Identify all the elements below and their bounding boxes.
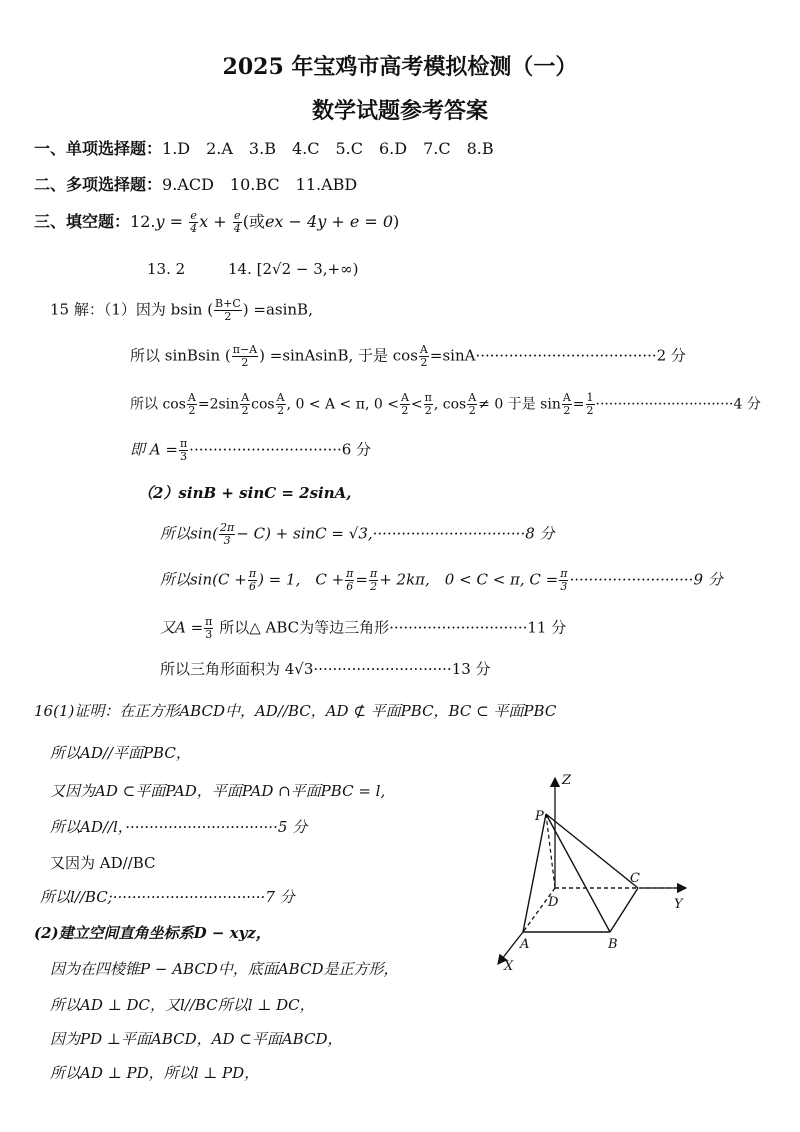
q16-line5: 又因为 AD//BC [50, 854, 156, 872]
section-label: 二、多项选择题： [34, 175, 163, 194]
score: 11 分 [527, 618, 567, 637]
q16-line7: (2)建立空间直角坐标系D − xyz， [34, 924, 271, 942]
score: 7 分 [265, 888, 295, 906]
label-b: B [608, 937, 618, 952]
q15-line8: 又A = $\frac{\pi}{3}$ 所以△ ABC为等边三角形·····························11 分 [160, 615, 567, 641]
score: 4 分 [733, 396, 761, 413]
fraction: $\frac{e}{4}$ [233, 209, 241, 235]
q15-part2: （2）sinB + sinC = 2sinA, [138, 484, 352, 502]
answer-key-title: 数学试题参考答案 [311, 98, 488, 124]
score: 6 分 [341, 440, 372, 459]
section-label: 一、单项选择题： [34, 139, 163, 158]
pyramid-figure [480, 770, 710, 980]
q15-line9: 所以三角形面积为 4√3·····························13 分 [160, 660, 491, 678]
label-y: Y [674, 897, 683, 912]
q16-line4: 所以AD//l，································5 分 [50, 818, 308, 836]
section-answers: 9.ACD 10.BC 11.ABD [162, 175, 358, 194]
score: 8 分 [525, 524, 555, 543]
q16-line6: 所以l//BC;································7 分 [40, 888, 295, 906]
fraction: $\frac{e}{4}$ [190, 209, 198, 235]
q16-line1: 16(1)证明：在正方形ABCD中，AD//BC，AD ⊄ 平面PBC，BC ⊂ 平面PBC [34, 702, 557, 720]
score: 13 分 [451, 660, 491, 678]
q16-line9: 所以AD ⊥ DC，又l//BC所以l ⊥ DC， [50, 996, 315, 1014]
q16-line2: 所以AD//平面PBC， [50, 744, 191, 762]
q15-line6: 所以sin( $\frac{2\pi}{3}$ − C) + sinC = √3,································8 分 [160, 521, 555, 547]
label-x: X [504, 959, 514, 974]
q15-line3: 所以 cos $\frac{A}{2}$ =2sin $\frac{A}{2}$ cos $\frac{A}{2}$ , 0 < A < π, 0 < $\frac{A}{2}$ < $\frac{\pi}{2}$ , cos $\frac{A}{2}$ ≠ 0 于是 sin $\frac{A}{2}$ = $\frac{1}{2}$ ·······························4 分 [130, 391, 761, 417]
label-c: C [630, 871, 640, 886]
section-single-choice [34, 138, 494, 160]
label-z: Z [562, 773, 572, 788]
score: 9 分 [693, 570, 723, 589]
q16-line3: 又因为AD ⊂平面PAD，平面PAD ∩平面PBC = l, [50, 782, 386, 800]
section-fill-blank: 三、填空题：12.y = $\frac{e}{4}$ x + $\frac{e}{4}$ (或ex − 4y + e = 0) [34, 209, 400, 235]
q16-line11: 所以AD ⊥ PD，所以l ⊥ PD， [50, 1064, 260, 1082]
label-p: P [535, 809, 544, 824]
label-a: A [520, 937, 530, 952]
section-multi-choice [34, 174, 357, 196]
answer-13: 13. 2 [147, 260, 186, 278]
section-label: 三、填空题： [34, 212, 131, 231]
q16-line8: 因为在四棱锥P − ABCD中，底面ABCD是正方形， [50, 960, 399, 978]
q15-intro: 15 解：（1）因为 bsin ( $\frac{B+C}{2}$ ) =asinB, [50, 297, 313, 323]
q15-line4: 即 A = $\frac{\pi}{3}$ ································6 分 [130, 437, 372, 463]
score: 5 分 [277, 818, 308, 836]
exam-title: 2025 年宝鸡市高考模拟检测（一） [222, 54, 578, 80]
answer-14: 14. [2√2 − 3,+∞) [228, 260, 359, 278]
q16-line10: 因为PD ⊥平面ABCD，AD ⊂平面ABCD， [50, 1030, 343, 1048]
score: 2 分 [656, 346, 686, 365]
label-d: D [548, 895, 559, 910]
section-answers: 1.D 2.A 3.B 4.C 5.C 6.D 7.C 8.B [162, 139, 494, 158]
q15-line2: 所以 sinBsin ( $\frac{\pi-A}{2}$ ) =sinAsinB, 于是 cos $\frac{A}{2}$ =sinA······································2 分 [130, 343, 686, 369]
q15-line7: 所以sin(C + $\frac{\pi}{6}$ ) = 1, C + $\frac{\pi}{6}$ = $\frac{\pi}{2}$ + 2kπ, 0 < C < π, C = $\frac{\pi}{3}$ ··························9 分 [160, 567, 723, 593]
